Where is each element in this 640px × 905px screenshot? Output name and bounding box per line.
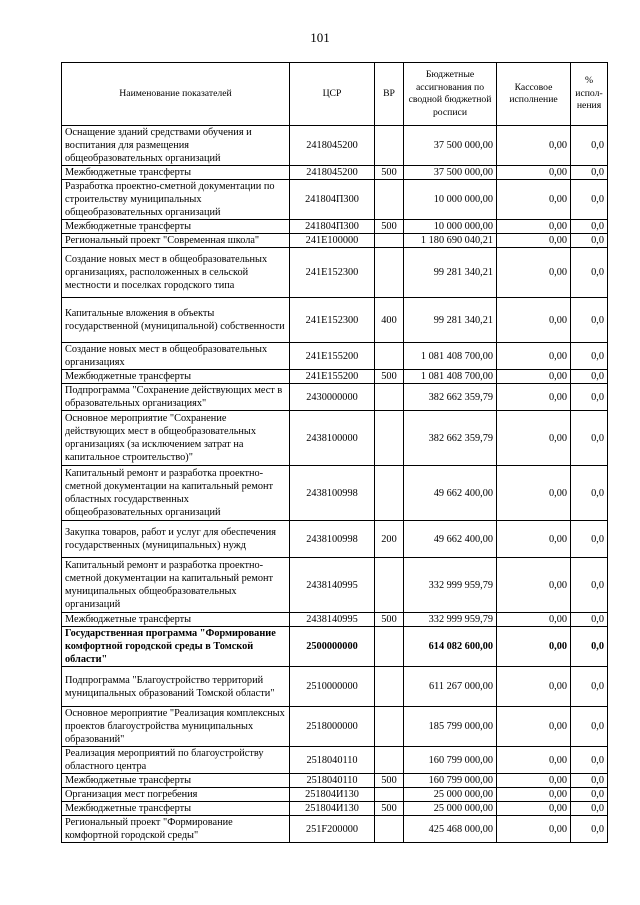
cell-name: Капитальный ремонт и разработка проектно-сметной документации на капитальный ремонт муниципальных общеобразовательных организаций	[62, 558, 290, 613]
cell-vr: 200	[375, 521, 404, 558]
cell-csr: 251F200000	[290, 816, 375, 843]
column-header-budget: Бюджетные ассигнования по сводной бюджетной росписи	[404, 63, 497, 126]
cell-vr	[375, 248, 404, 298]
cell-csr: 251804И130	[290, 788, 375, 802]
cell-budget: 37 500 000,00	[404, 126, 497, 166]
cell-budget: 614 082 600,00	[404, 627, 497, 667]
cell-percent: 0,0	[571, 521, 608, 558]
cell-budget: 160 799 000,00	[404, 747, 497, 774]
cell-vr: 500	[375, 370, 404, 384]
table-row	[62, 707, 608, 747]
cell-cash: 0,00	[497, 774, 571, 788]
cell-budget: 611 267 000,00	[404, 667, 497, 707]
cell-csr: 2518040110	[290, 747, 375, 774]
cell-cash: 0,00	[497, 384, 571, 411]
cell-csr: 2430000000	[290, 384, 375, 411]
cell-cash: 0,00	[497, 707, 571, 747]
cell-csr: 2510000000	[290, 667, 375, 707]
table-row	[62, 343, 608, 370]
cell-name: Межбюджетные трансферты	[62, 370, 290, 384]
cell-percent: 0,0	[571, 220, 608, 234]
cell-name: Подпрограмма "Благоустройство территорий муниципальных образований Томской области"	[62, 667, 290, 707]
cell-cash: 0,00	[497, 558, 571, 613]
cell-name: Основное мероприятие "Сохранение действующих мест в общеобразовательных организациях (за исключением затрат на капитальное строительство)"	[62, 411, 290, 466]
table-row	[62, 667, 608, 707]
cell-name: Региональный проект "Формирование комфортной городской среды"	[62, 816, 290, 843]
table-row	[62, 613, 608, 627]
table-row	[62, 521, 608, 558]
cell-cash: 0,00	[497, 343, 571, 370]
table-row	[62, 298, 608, 343]
table-row	[62, 816, 608, 843]
cell-budget: 1 081 408 700,00	[404, 370, 497, 384]
budget-table	[61, 62, 608, 843]
table-row	[62, 126, 608, 166]
cell-csr: 2438140995	[290, 613, 375, 627]
cell-name: Основное мероприятие "Реализация комплексных проектов благоустройства муниципальных образований"	[62, 707, 290, 747]
table-row	[62, 802, 608, 816]
cell-name: Оснащение зданий средствами обучения и воспитания для размещения общеобразовательных организаций	[62, 126, 290, 166]
cell-percent: 0,0	[571, 248, 608, 298]
cell-name: Создание новых мест в общеобразовательных организациях, расположенных в сельской местности и поселках городского типа	[62, 248, 290, 298]
cell-percent: 0,0	[571, 298, 608, 343]
cell-vr	[375, 627, 404, 667]
cell-percent: 0,0	[571, 802, 608, 816]
table-row	[62, 166, 608, 180]
cell-budget: 185 799 000,00	[404, 707, 497, 747]
cell-name: Организация мест погребения	[62, 788, 290, 802]
table-row	[62, 627, 608, 667]
cell-budget: 37 500 000,00	[404, 166, 497, 180]
cell-name: Межбюджетные трансферты	[62, 774, 290, 788]
cell-name: Межбюджетные трансферты	[62, 166, 290, 180]
table-row	[62, 788, 608, 802]
cell-vr: 500	[375, 613, 404, 627]
table-row	[62, 411, 608, 466]
cell-cash: 0,00	[497, 180, 571, 220]
cell-csr: 241E155200	[290, 370, 375, 384]
cell-csr: 2518000000	[290, 707, 375, 747]
cell-vr	[375, 343, 404, 370]
cell-percent: 0,0	[571, 180, 608, 220]
cell-vr: 500	[375, 166, 404, 180]
cell-cash: 0,00	[497, 521, 571, 558]
cell-vr	[375, 816, 404, 843]
cell-name: Создание новых мест в общеобразовательных организациях	[62, 343, 290, 370]
cell-cash: 0,00	[497, 613, 571, 627]
column-header-percent: % испол-нения	[571, 63, 608, 126]
cell-budget: 1 180 690 040,21	[404, 234, 497, 248]
cell-name: Реализация мероприятий по благоустройству областного центра	[62, 747, 290, 774]
cell-budget: 49 662 400,00	[404, 466, 497, 521]
cell-percent: 0,0	[571, 627, 608, 667]
cell-vr	[375, 747, 404, 774]
cell-percent: 0,0	[571, 774, 608, 788]
cell-csr: 241E152300	[290, 248, 375, 298]
cell-csr: 241804П300	[290, 220, 375, 234]
column-header-cash: Кассовое исполнение	[497, 63, 571, 126]
cell-percent: 0,0	[571, 343, 608, 370]
cell-budget: 10 000 000,00	[404, 220, 497, 234]
cell-budget: 332 999 959,79	[404, 558, 497, 613]
cell-cash: 0,00	[497, 627, 571, 667]
cell-vr	[375, 707, 404, 747]
cell-name: Государственная программа "Формирование комфортной городской среды в Томской области"	[62, 627, 290, 667]
cell-budget: 25 000 000,00	[404, 788, 497, 802]
cell-vr	[375, 126, 404, 166]
table-row	[62, 747, 608, 774]
cell-percent: 0,0	[571, 707, 608, 747]
cell-vr	[375, 558, 404, 613]
cell-percent: 0,0	[571, 370, 608, 384]
cell-budget: 99 281 340,21	[404, 298, 497, 343]
cell-budget: 1 081 408 700,00	[404, 343, 497, 370]
cell-vr	[375, 788, 404, 802]
cell-percent: 0,0	[571, 234, 608, 248]
cell-percent: 0,0	[571, 384, 608, 411]
table-row	[62, 370, 608, 384]
cell-cash: 0,00	[497, 411, 571, 466]
cell-csr: 241804П300	[290, 180, 375, 220]
cell-percent: 0,0	[571, 126, 608, 166]
cell-budget: 332 999 959,79	[404, 613, 497, 627]
cell-percent: 0,0	[571, 667, 608, 707]
table-row	[62, 384, 608, 411]
table-row	[62, 558, 608, 613]
table-row	[62, 220, 608, 234]
table-row	[62, 248, 608, 298]
table-body	[62, 126, 608, 843]
cell-csr: 2438100998	[290, 466, 375, 521]
cell-name: Региональный проект "Современная школа"	[62, 234, 290, 248]
cell-cash: 0,00	[497, 166, 571, 180]
cell-csr: 241E155200	[290, 343, 375, 370]
cell-csr: 2518040110	[290, 774, 375, 788]
cell-csr: 2438100998	[290, 521, 375, 558]
cell-percent: 0,0	[571, 788, 608, 802]
cell-budget: 99 281 340,21	[404, 248, 497, 298]
table-row	[62, 466, 608, 521]
cell-csr: 2438140995	[290, 558, 375, 613]
cell-budget: 49 662 400,00	[404, 521, 497, 558]
table-row	[62, 234, 608, 248]
cell-csr: 2418045200	[290, 166, 375, 180]
cell-csr: 241E100000	[290, 234, 375, 248]
cell-cash: 0,00	[497, 466, 571, 521]
cell-percent: 0,0	[571, 816, 608, 843]
cell-cash: 0,00	[497, 667, 571, 707]
cell-name: Межбюджетные трансферты	[62, 802, 290, 816]
cell-vr	[375, 384, 404, 411]
cell-budget: 25 000 000,00	[404, 802, 497, 816]
cell-percent: 0,0	[571, 747, 608, 774]
table-header-row	[62, 63, 608, 126]
cell-percent: 0,0	[571, 411, 608, 466]
cell-name: Подпрограмма "Сохранение действующих мест в образовательных организациях"	[62, 384, 290, 411]
column-header-vr: ВР	[375, 63, 404, 126]
cell-name: Межбюджетные трансферты	[62, 613, 290, 627]
cell-cash: 0,00	[497, 747, 571, 774]
cell-cash: 0,00	[497, 248, 571, 298]
cell-cash: 0,00	[497, 298, 571, 343]
cell-cash: 0,00	[497, 234, 571, 248]
cell-name: Закупка товаров, работ и услуг для обеспечения государственных (муниципальных) нужд	[62, 521, 290, 558]
cell-budget: 382 662 359,79	[404, 384, 497, 411]
cell-vr	[375, 180, 404, 220]
cell-cash: 0,00	[497, 788, 571, 802]
cell-cash: 0,00	[497, 816, 571, 843]
cell-vr: 400	[375, 298, 404, 343]
cell-csr: 241E152300	[290, 298, 375, 343]
cell-budget: 382 662 359,79	[404, 411, 497, 466]
cell-csr: 2500000000	[290, 627, 375, 667]
cell-budget: 10 000 000,00	[404, 180, 497, 220]
cell-cash: 0,00	[497, 370, 571, 384]
cell-vr	[375, 667, 404, 707]
cell-cash: 0,00	[497, 802, 571, 816]
table-row	[62, 774, 608, 788]
cell-percent: 0,0	[571, 558, 608, 613]
cell-csr: 2438100000	[290, 411, 375, 466]
cell-vr: 500	[375, 802, 404, 816]
cell-name: Разработка проектно-сметной документации по строительству муниципальных общеобразовательных организаций	[62, 180, 290, 220]
cell-name: Межбюджетные трансферты	[62, 220, 290, 234]
cell-budget: 425 468 000,00	[404, 816, 497, 843]
cell-percent: 0,0	[571, 466, 608, 521]
cell-cash: 0,00	[497, 220, 571, 234]
cell-csr: 251804И130	[290, 802, 375, 816]
cell-vr: 500	[375, 220, 404, 234]
cell-vr: 500	[375, 774, 404, 788]
cell-budget: 160 799 000,00	[404, 774, 497, 788]
cell-percent: 0,0	[571, 166, 608, 180]
cell-vr	[375, 466, 404, 521]
cell-csr: 2418045200	[290, 126, 375, 166]
cell-name: Капитальный ремонт и разработка проектно-сметной документации на капитальный ремонт областных государственных общеобразовательных организаций	[62, 466, 290, 521]
cell-vr	[375, 234, 404, 248]
table-row	[62, 180, 608, 220]
column-header-name: Наименование показателей	[62, 63, 290, 126]
cell-percent: 0,0	[571, 613, 608, 627]
cell-name: Капитальные вложения в объекты государственной (муниципальной) собственности	[62, 298, 290, 343]
page-number: 101	[310, 30, 330, 45]
cell-vr	[375, 411, 404, 466]
cell-cash: 0,00	[497, 126, 571, 166]
column-header-csr: ЦСР	[290, 63, 375, 126]
